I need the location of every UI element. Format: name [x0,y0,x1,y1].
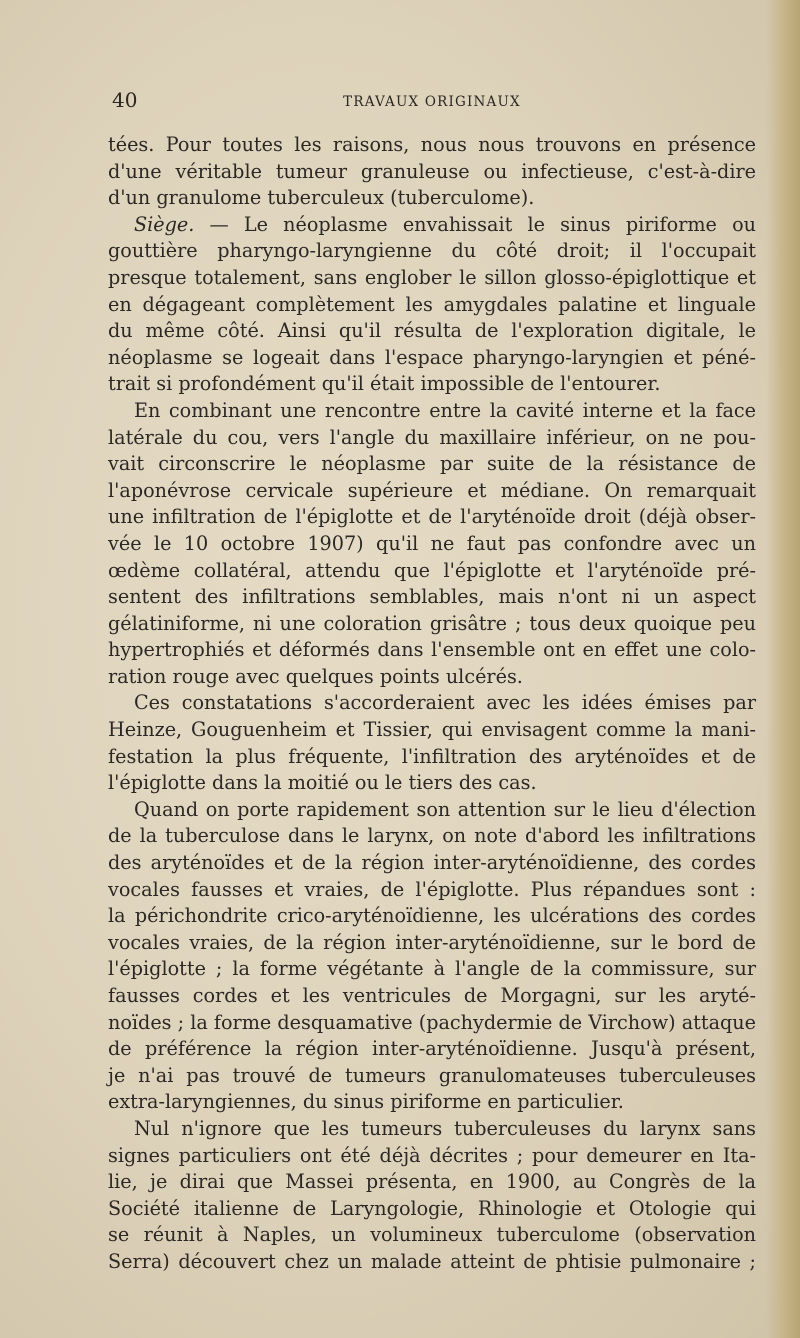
text-line: de la tuberculose dans le larynx, on note d'abord les infiltrations [108,824,756,848]
page-spine-edge [766,0,800,1338]
text-line: sentent des infiltrations semblables, mais n'ont ni un aspect [108,585,756,609]
text-line: extra-laryngiennes, du sinus piriforme en particulier. [108,1090,624,1114]
text-line: latérale du cou, vers l'angle du maxillaire inférieur, on ne pou- [108,425,756,449]
text-line: Société italienne de Laryngologie, Rhinologie et Otologie qui [108,1196,756,1220]
text-line [108,212,756,239]
text-line-rest: — Le néoplasme envahissait le sinus piriforme ou [194,212,756,236]
text-line: presque totalement, sans englober le sillon glosso-épiglottique et [108,265,756,289]
page-number: 40 [112,88,138,112]
page-header [112,88,752,118]
text-line: la périchondrite crico-aryténoïdienne, les ulcérations des cordes [108,904,756,928]
text-line: Quand on porte rapidement son attention sur le lieu d'élection [134,797,756,821]
text-line: noïdes ; la forme desquamative (pachydermie de Virchow) attaque [108,1010,756,1034]
text-line: gélatiniforme, ni une coloration grisâtre ; tous deux quoique peu [108,611,756,635]
text-line: Nul n'ignore que les tumeurs tuberculeuses du larynx sans [134,1116,756,1140]
text-line: fausses cordes et les ventricules de Morgagni, sur les aryté- [108,984,756,1007]
text-line: néoplasme se logeait dans l'espace pharyngo-laryngien et péné- [108,345,756,369]
text-line: tées. Pour toutes les raisons, nous nous trouvons en présence [108,133,756,156]
text-line: d'une véritable tumeur granuleuse ou infectieuse, c'est-à-dire [108,159,756,183]
running-title: TRAVAUX ORIGINAUX [343,94,521,110]
text-line: l'épiglotte ; la forme végétante à l'angle de la commissure, sur [108,957,756,981]
text-line: je n'ai pas trouvé de tumeurs granulomateuses tuberculeuses [108,1063,756,1087]
text-line: du même côté. Ainsi qu'il résulta de l'exploration digitale, le [108,319,756,343]
text-line: de préférence la région inter-aryténoïdienne. Jusqu'à présent, [108,1037,756,1061]
text-line: l'épiglotte dans la moitié ou le tiers des cas. [108,771,537,795]
text-line: œdème collatéral, attendu que l'épiglotte et l'aryténoïde pré- [108,558,756,582]
text-line: Serra) découvert chez un malade atteint de phtisie pulmonaire ; [108,1249,756,1273]
text-line: festation la plus fréquente, l'infiltration des aryténoïdes et de [108,744,756,768]
text-line: une infiltration de l'épiglotte et de l'aryténoïde droit (déjà obser- [108,505,756,529]
text-line: vait circonscrire le néoplasme par suite de la résistance de [108,452,756,476]
text-line: signes particuliers ont été déjà décrites ; pour demeurer en Ita- [108,1143,756,1167]
text-line: des aryténoïdes et de la région inter-aryténoïdienne, des cordes [108,851,756,875]
text-line: en dégageant complètement les amygdales palatine et linguale [108,292,756,316]
text-line: se réunit à Naples, un volumineux tuberculome (observation [108,1223,756,1247]
text-line: lie, je dirai que Massei présenta, en 1900, au Congrès de la [108,1170,756,1194]
body-text [108,132,756,1276]
text-line: trait si profondément qu'il était impossible de l'entourer. [108,372,661,396]
section-heading-siege: Siège. [134,212,195,236]
text-line: vocales fausses et vraies, de l'épiglotte. Plus répandues sont : [108,877,756,901]
text-line: ration rouge avec quelques points ulcérés. [108,664,523,688]
text-line: l'aponévrose cervicale supérieure et médiane. On remarquait [108,478,756,502]
text-line: Ces constatations s'accorderaient avec les idées émises par [134,691,756,715]
text-line: En combinant une rencontre entre la cavité interne et la face [134,398,756,422]
text-line: Heinze, Gouguenheim et Tissier, qui envisagent comme la mani- [108,718,756,742]
text-line: d'un granulome tuberculeux (tuberculome). [108,186,535,210]
text-line: vocales vraies, de la région inter-aryténoïdienne, sur le bord de [108,930,756,954]
text-line: gouttière pharyngo-laryngienne du côté droit; il l'occupait [108,239,756,263]
text-line: vée le 10 octobre 1907) qu'il ne faut pas confondre avec un [108,531,756,555]
text-line: hypertrophiés et déformés dans l'ensemble ont en effet une colo- [108,638,756,662]
